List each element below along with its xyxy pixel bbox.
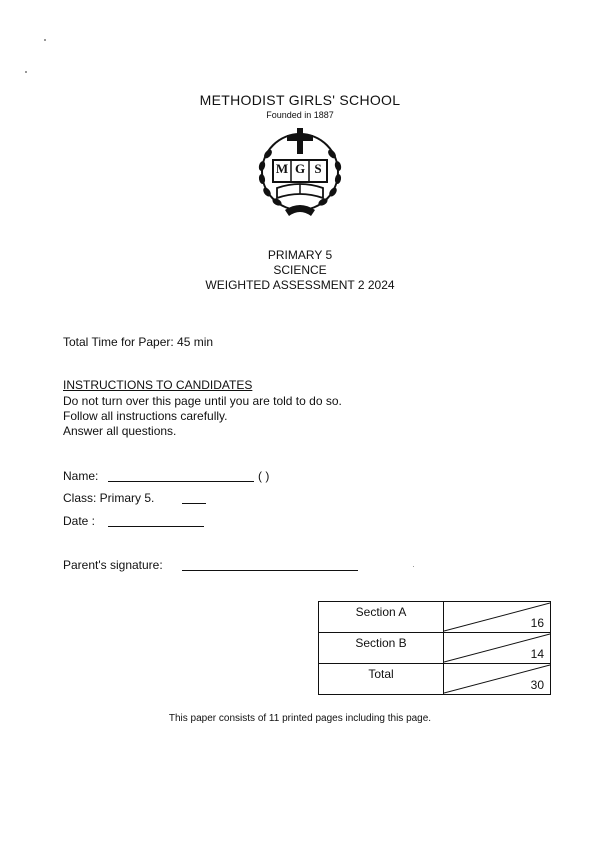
name-label: Name: bbox=[63, 469, 99, 483]
paper-subject: SCIENCE bbox=[273, 263, 327, 277]
section-label: Section A bbox=[355, 605, 407, 619]
instructions-title: INSTRUCTIONS TO CANDIDATES bbox=[63, 378, 253, 392]
name-blank-line[interactable] bbox=[108, 481, 254, 482]
table-row bbox=[319, 664, 551, 695]
marks-table bbox=[318, 601, 551, 695]
scan-speck bbox=[413, 566, 414, 567]
score-cell[interactable] bbox=[444, 633, 551, 664]
crest-letter-g: G bbox=[294, 161, 306, 176]
school-name: METHODIST GIRLS' SCHOOL bbox=[199, 92, 401, 108]
section-label-cell bbox=[319, 633, 444, 664]
scan-speck bbox=[44, 39, 46, 41]
table-row bbox=[319, 602, 551, 633]
founded-year: Founded in 1887 bbox=[266, 110, 334, 120]
total-time: Total Time for Paper: 45 min bbox=[63, 335, 214, 349]
paper-level: PRIMARY 5 bbox=[267, 248, 333, 262]
parent-signature-label: Parent's signature: bbox=[63, 558, 163, 572]
instruction-item: Follow all instructions carefully. bbox=[63, 409, 228, 423]
crest-letter-m: M bbox=[275, 161, 289, 176]
section-label: Section B bbox=[355, 636, 407, 650]
crest-letter-s: S bbox=[314, 161, 322, 176]
table-row bbox=[319, 633, 551, 664]
scan-speck bbox=[25, 71, 27, 73]
score-cell[interactable] bbox=[444, 602, 551, 633]
class-blank-line[interactable] bbox=[182, 503, 206, 504]
page-count-footer: This paper consists of 11 printed pages including this page. bbox=[168, 713, 432, 724]
date-blank-line[interactable] bbox=[108, 526, 204, 527]
section-label: Total bbox=[368, 667, 394, 681]
signature-blank-line[interactable] bbox=[182, 570, 358, 571]
instruction-item: Do not turn over this page until you are told to do so. bbox=[63, 394, 342, 408]
date-label: Date : bbox=[63, 514, 96, 528]
paper-assessment: WEIGHTED ASSESSMENT 2 2024 bbox=[205, 278, 395, 292]
section-label-cell bbox=[319, 664, 444, 695]
class-label: Class: Primary 5. bbox=[63, 491, 155, 505]
section-label-cell bbox=[319, 602, 444, 633]
section-total: 30 bbox=[530, 678, 544, 692]
score-cell[interactable] bbox=[444, 664, 551, 695]
instruction-item: Answer all questions. bbox=[63, 424, 177, 438]
index-number-parens: ( ) bbox=[258, 469, 270, 483]
section-total: 16 bbox=[530, 616, 544, 630]
section-total: 14 bbox=[530, 647, 544, 661]
